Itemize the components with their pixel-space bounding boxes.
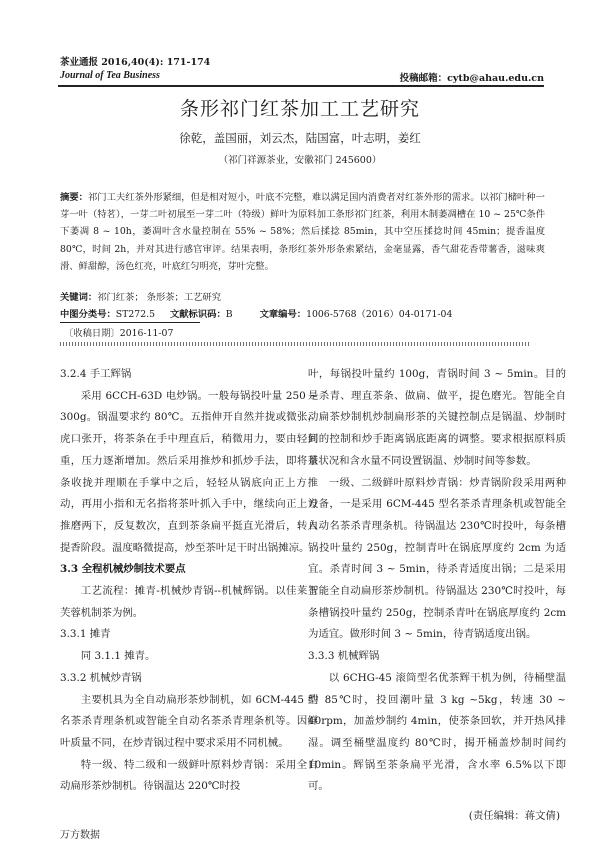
responsible-editor: (责任编辑：蒋文倩): [468, 810, 560, 823]
body-column-left: [60, 364, 318, 798]
article-title: 条形祁门红茶加工工艺研究: [179, 98, 420, 120]
keywords-text: 祁门红茶； 条形茶；工艺研究: [97, 292, 222, 303]
affiliation: （祁门祥源茶业，安徽祁门 245600）: [218, 155, 382, 166]
clc-label: 中图分类号：: [60, 309, 116, 320]
paragraph: 采用 6CCH-63D 电炒锅。一般每锅投叶量 250 ~ 300g。锅温要求约 80℃。五指伸开自然并拢或微张，虎口张开，将茶条在手中理直后，稍微用力，要由轻到重，压力逐渐增加。然后采用推炒和抓炒手法，即将茶条收拢并理顺在手掌中之后，轻轻从锅底向正上方推动，再用小指和无名指将茶叶抓入手中，继续向正上方推磨两下，反复数次，直到茶条扁平挺直光滑后，转入提香阶段。温度略微提高，炒至茶叶足干时出锅摊凉。: [60, 389, 318, 554]
abstract-text: 祁门工夫红茶外形紧细，但是相对短小，叶底不完整，难以满足国内消费者对红茶外形的需求。以祁门槠叶种一芽一叶（特茗），一芽二叶初展至一芽二叶（特级）鲜叶为原料加工条形祁门红茶，利用木制萎凋槽在 10 ~ 25℃条件下萎凋 8 ~ 10h，萎凋叶含水量控制在 55% ~ 58%；然后揉捻 85min，其中空压揉捻时间 45min；提香温度 80℃，时间 2h，并对其进行感官审评。结果表明，条形红茶外形条索紧结，金毫显露，香气甜花香带薯香，滋味爽滑、鲜甜醇，汤色红亮，叶底红匀明亮，芽叶完整。: [60, 192, 545, 272]
clc-value: ST272.5: [115, 309, 155, 320]
wavy-divider: [60, 342, 530, 346]
paragraph: 以 6CHG-45 滚筒型名优茶辉干机为例，待桶壁温约 85℃时，投回潮叶量 3 kg ~5kg，转速 30 ~ 40rpm，加盖炒制约 4min，使茶条回软，并开热风排湿。调至桶壁温度约 80℃时，揭开桶盖炒制时间约 10min。辉锅至茶条扁平光滑，含水率 6.5%以下即可。: [308, 671, 566, 793]
abstract: [60, 189, 545, 275]
paragraph: 特一级、特二级和一级鲜叶原料炒青锅：采用全自动扁形茶炒制机。待锅温达 220℃时投: [60, 758, 318, 793]
short-rule: [60, 322, 200, 323]
article-no-label: 文章编号：: [259, 309, 307, 320]
body-column-right: [308, 364, 566, 828]
received-date: 〔收稿日期〕2016-11-07: [64, 328, 174, 339]
keywords-label: 关键词：: [60, 292, 98, 303]
section-heading: 3.2.4 手工辉锅: [60, 368, 132, 380]
doc-code-value: B: [225, 309, 233, 320]
section-heading: 3.3.2 机械炒青锅: [60, 671, 142, 684]
section-heading: 3.3.1 摊青: [60, 628, 111, 641]
abstract-label: 摘要：: [60, 192, 88, 203]
paragraph: 工艺流程：摊青-机械炒青锅--机械辉锅。以佳莱玉芙蓉机制茶为例。: [60, 585, 318, 619]
section-heading: 3.3 全程机械炒制技术要点: [60, 563, 186, 576]
header-rule: [58, 85, 544, 87]
paragraph: 一级、二级鲜叶原料炒青锅：炒青锅阶段采用两种设备，一是采用 6CM-445 型名茶杀青理条机或智能全自动名茶杀青理条机。待锅温达 230℃时投叶，每条槽锅投叶量约 250g，控制青叶在锅底厚度约 2cm 为适宜。杀青时间 3 ~ 5min，待杀青适度出锅；二是采用智能全自动扁形茶炒制机。待锅温达 230℃时投叶，每条槽锅投叶量约 250g，控制杀青叶在锅底厚度约 2cm 为适宜。做形时间 3 ~ 5min，待青锅适度出锅。: [308, 476, 566, 641]
author-list: 徐乾，盖国丽，刘云杰，陆国富，叶志明，姜红: [179, 131, 421, 145]
article-no-value: 1006-5768（2016）04-0171-04: [306, 309, 453, 320]
keywords: [60, 289, 221, 303]
journal-name-en: Journal of Tea Business: [60, 70, 160, 81]
journal-name-cn: 茶业通报 2016,40(4): 171-174: [60, 57, 211, 68]
section-heading: 3.3.3 机械辉锅: [308, 650, 380, 663]
paragraph: 叶，每锅投叶量约 100g，青锅时间 3 ~ 5min。目的是杀青、理直茶条、做扁、做平，提色磨光。智能全自动扁茶炒制机炒制扁形茶的关键控制点是锅温、炒制时间的控制和炒手距离锅底距离的调整。要求根据原料质量状况和含水量不同设置锅温、炒制时间等参数。: [308, 368, 566, 467]
paragraph: 主要机具为全自动扁形茶炒制机，如 6CM-445 型名茶杀青理条机或智能全自动名茶杀青理条机等。因鲜叶质量不同，在炒青锅过程中要求采用不同机械。: [60, 693, 318, 749]
footer-watermark: 万方数据: [60, 830, 100, 841]
doc-code-label: 文献标识码：: [169, 309, 226, 320]
journal-citation: [60, 56, 210, 82]
paragraph: 同 3.1.1 摊青。: [80, 650, 156, 663]
classification-line: [60, 306, 452, 320]
submission-email: 投稿邮箱：cytb@ahau.edu.cn: [399, 73, 544, 84]
